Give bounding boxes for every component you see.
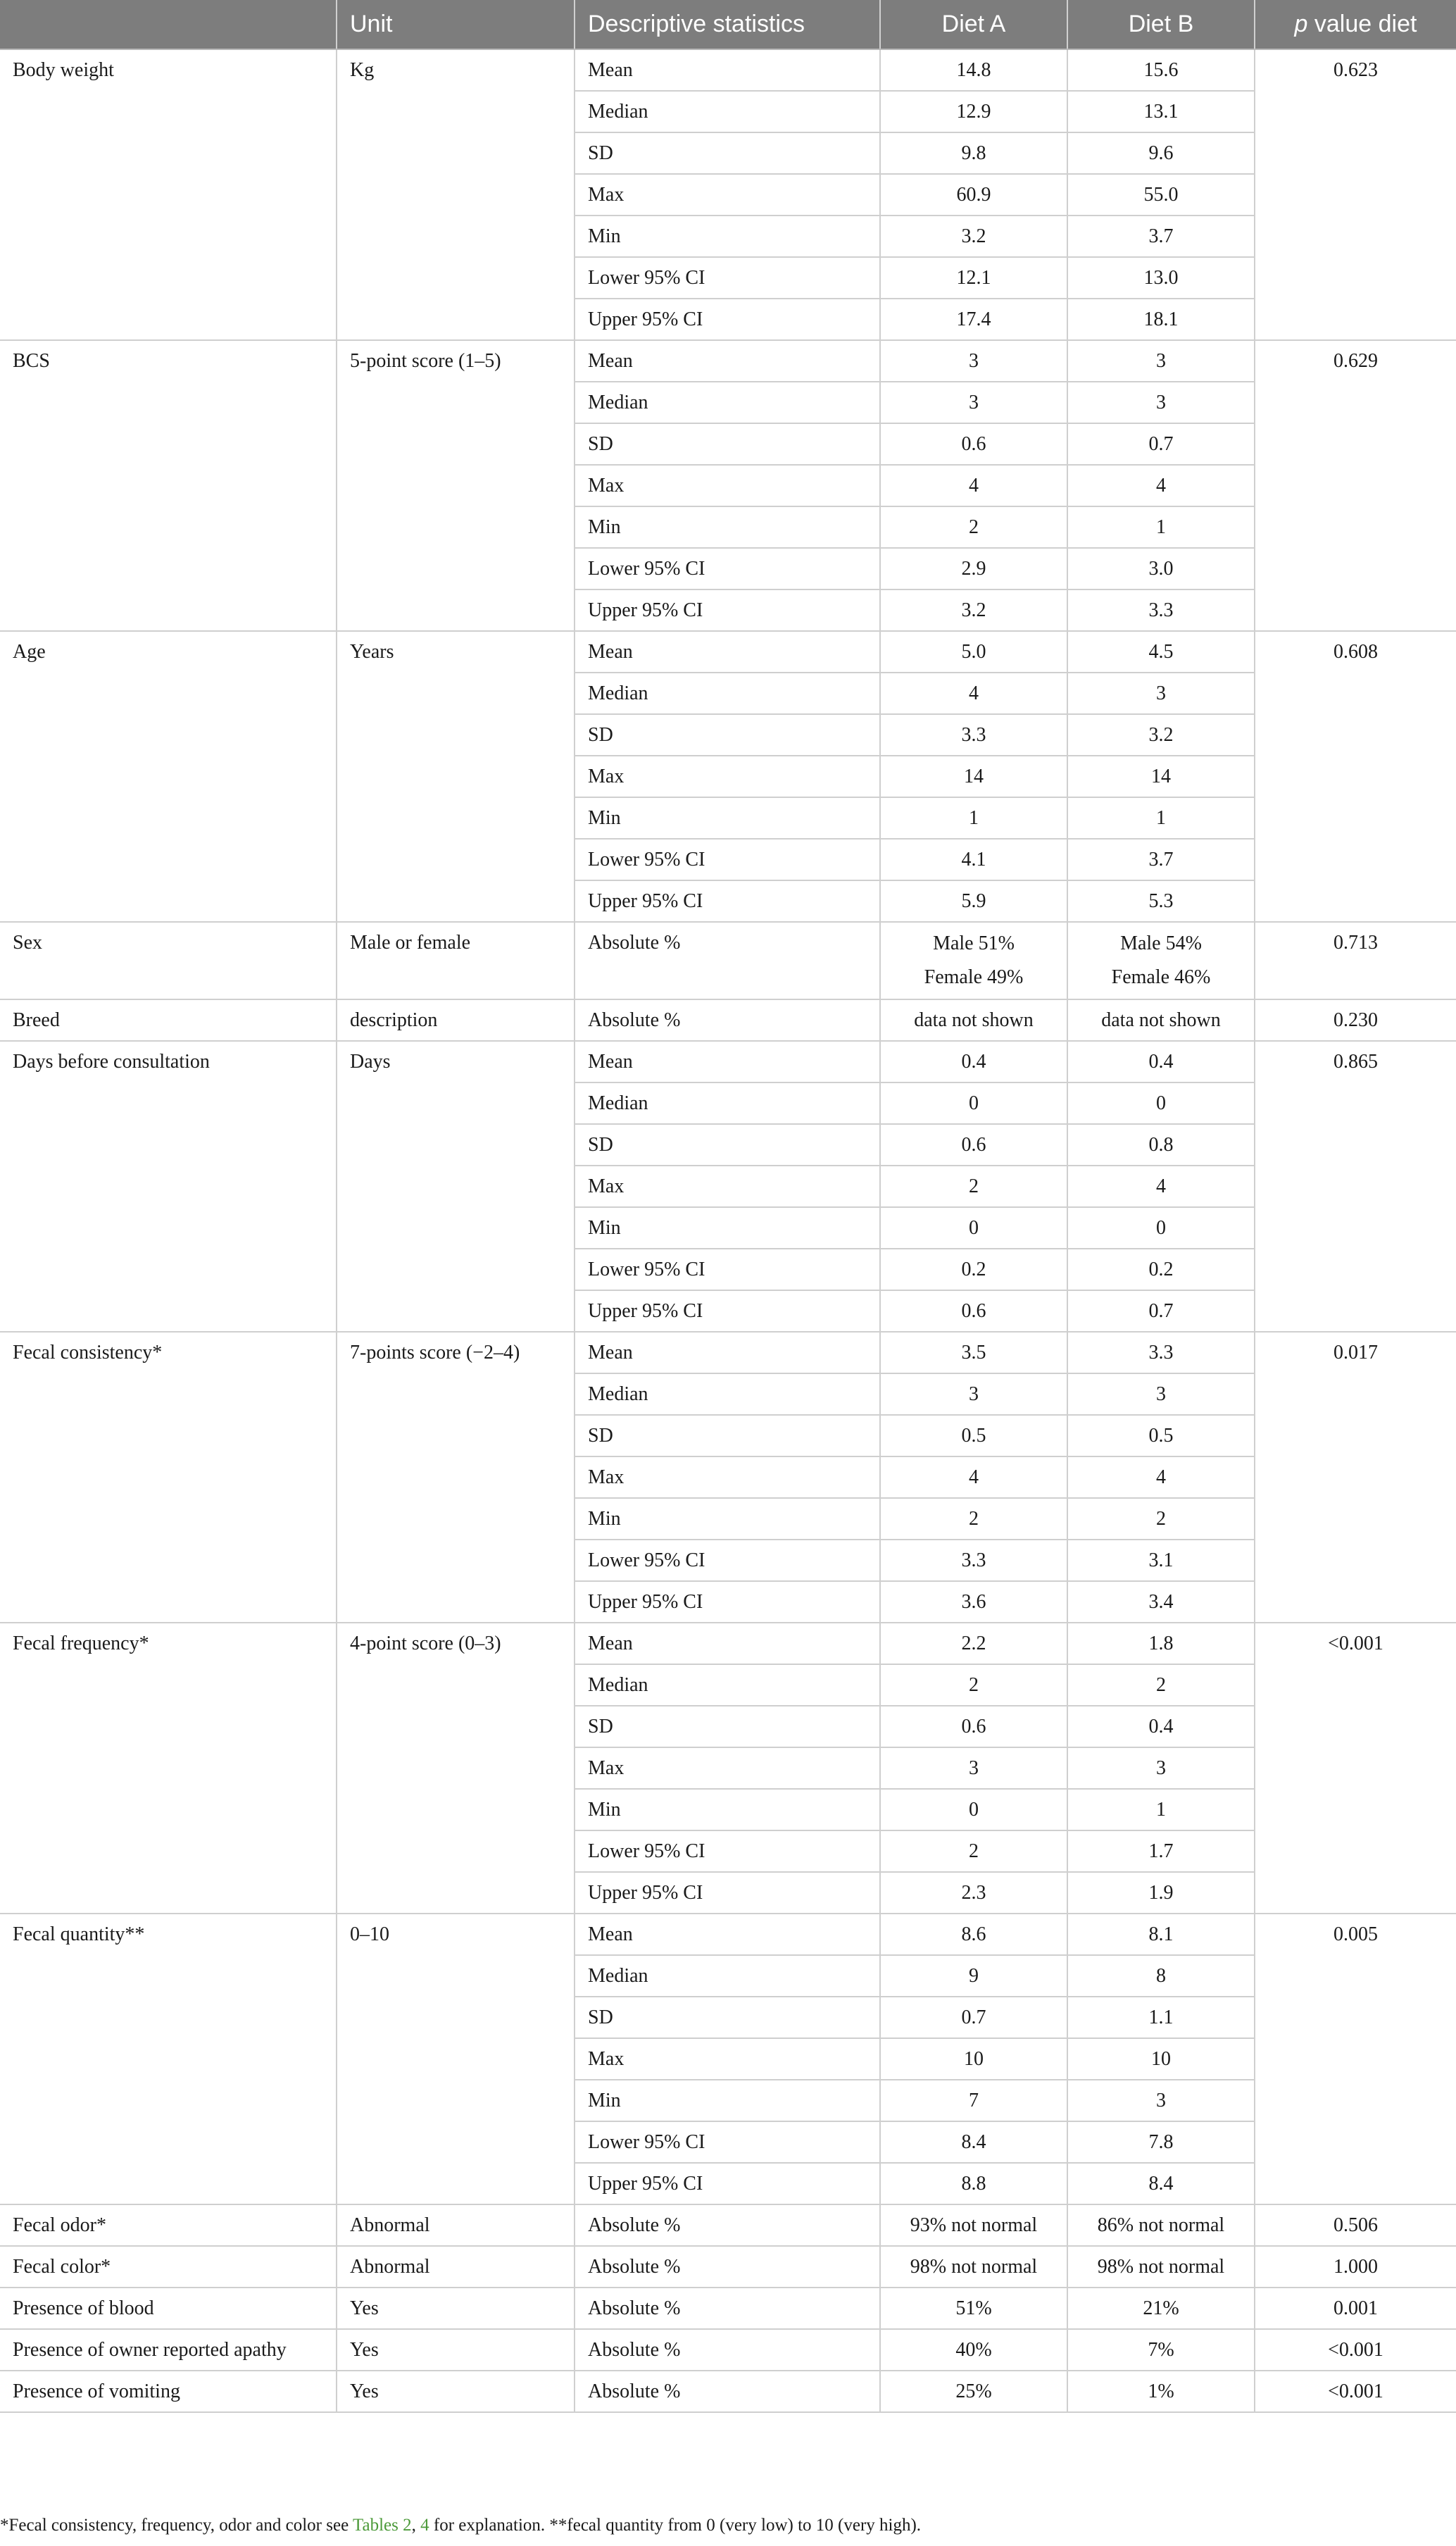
statistic-cell: Absolute % xyxy=(575,2246,880,2288)
statistic-cell: Absolute % xyxy=(575,922,880,999)
diet-b-cell: 0 xyxy=(1067,1207,1255,1249)
statistic-cell: Absolute % xyxy=(575,2288,880,2329)
diet-b-cell: 3 xyxy=(1067,340,1255,382)
p-value-cell: 1.000 xyxy=(1255,2246,1456,2288)
diet-a-cell: 3.5 xyxy=(880,1332,1067,1373)
diet-b-cell: 18.1 xyxy=(1067,299,1255,340)
diet-a-cell: 4.1 xyxy=(880,839,1067,880)
diet-a-cell: 8.6 xyxy=(880,1914,1067,1955)
diet-b-line-2: Female 46% xyxy=(1111,966,1211,988)
diet-b-cell: 3.2 xyxy=(1067,714,1255,756)
p-value-cell: 0.001 xyxy=(1255,2288,1456,2329)
header-p-italic: p xyxy=(1294,11,1308,37)
statistic-cell: Mean xyxy=(575,1041,880,1082)
parameter-cell: Presence of vomiting xyxy=(0,2371,337,2412)
diet-a-cell: 0.6 xyxy=(880,423,1067,465)
diet-b-line-1: Male 54% xyxy=(1120,932,1202,954)
diet-a-cell: 17.4 xyxy=(880,299,1067,340)
diet-a-cell: 2.3 xyxy=(880,1872,1067,1914)
diet-b-cell: 3.3 xyxy=(1067,589,1255,631)
statistic-cell: SD xyxy=(575,423,880,465)
diet-b-cell: 98% not normal xyxy=(1067,2246,1255,2288)
statistic-cell: SD xyxy=(575,1706,880,1747)
diet-b-cell: 0.2 xyxy=(1067,1249,1255,1290)
statistic-cell: Lower 95% CI xyxy=(575,839,880,880)
statistic-cell: Mean xyxy=(575,1914,880,1955)
diet-b-cell: 55.0 xyxy=(1067,174,1255,216)
diet-b-cell: 0.4 xyxy=(1067,1041,1255,1082)
statistic-cell: Median xyxy=(575,91,880,132)
diet-b-cell: 0 xyxy=(1067,1082,1255,1124)
diet-b-cell: 21% xyxy=(1067,2288,1255,2329)
parameter-cell: Presence of blood xyxy=(0,2288,337,2329)
statistic-cell: SD xyxy=(575,1124,880,1166)
statistic-cell: SD xyxy=(575,1997,880,2038)
table-row xyxy=(0,2288,1456,2329)
diet-b-cell: 3.3 xyxy=(1067,1332,1255,1373)
statistic-cell: Lower 95% CI xyxy=(575,1830,880,1872)
diet-a-cell: 9 xyxy=(880,1955,1067,1997)
statistic-cell: Absolute % xyxy=(575,2329,880,2371)
diet-a-cell: 8.8 xyxy=(880,2163,1067,2204)
diet-a-cell: 1 xyxy=(880,797,1067,839)
parameter-cell: BCS xyxy=(0,340,337,631)
statistic-cell: Upper 95% CI xyxy=(575,2163,880,2204)
diet-b-cell: 8.1 xyxy=(1067,1914,1255,1955)
diet-b-cell: 3.1 xyxy=(1067,1540,1255,1581)
parameter-cell: Breed xyxy=(0,999,337,1041)
diet-a-cell: 0.7 xyxy=(880,1997,1067,2038)
unit-cell: Yes xyxy=(337,2329,575,2371)
footnote-text-1: *Fecal consistency, frequency, odor and color see xyxy=(0,2516,353,2535)
diet-b-cell: 0.7 xyxy=(1067,423,1255,465)
diet-b-cell: 1.7 xyxy=(1067,1830,1255,1872)
diet-a-cell: 0 xyxy=(880,1082,1067,1124)
diet-a-cell: 3 xyxy=(880,1747,1067,1789)
statistic-cell: Lower 95% CI xyxy=(575,548,880,589)
unit-cell: 5-point score (1–5) xyxy=(337,340,575,631)
footnote-link-table-4[interactable]: 4 xyxy=(420,2516,429,2535)
statistic-cell: Upper 95% CI xyxy=(575,1872,880,1914)
diet-a-cell: 3 xyxy=(880,340,1067,382)
diet-a-cell: 98% not normal xyxy=(880,2246,1067,2288)
statistic-cell: Mean xyxy=(575,49,880,91)
diet-a-cell: 0.4 xyxy=(880,1041,1067,1082)
statistic-cell: Lower 95% CI xyxy=(575,2121,880,2163)
diet-b-cell: 1 xyxy=(1067,506,1255,548)
statistic-cell: Mean xyxy=(575,631,880,673)
header-diet-a: Diet A xyxy=(880,0,1067,49)
p-value-cell: 0.506 xyxy=(1255,2204,1456,2246)
p-value-cell: <0.001 xyxy=(1255,2329,1456,2371)
statistic-cell: Mean xyxy=(575,1623,880,1664)
diet-b-cell: 14 xyxy=(1067,756,1255,797)
unit-cell: Abnormal xyxy=(337,2204,575,2246)
parameter-cell: Sex xyxy=(0,922,337,999)
diet-a-cell: 60.9 xyxy=(880,174,1067,216)
diet-b-cell: data not shown xyxy=(1067,999,1255,1041)
diet-a-cell: 0.6 xyxy=(880,1706,1067,1747)
table-row xyxy=(0,1332,1456,1373)
table-row xyxy=(0,49,1456,91)
diet-b-cell: 0.5 xyxy=(1067,1415,1255,1456)
diet-b-cell: 0.8 xyxy=(1067,1124,1255,1166)
table-row xyxy=(0,1623,1456,1664)
diet-b-cell: 3 xyxy=(1067,1747,1255,1789)
statistic-cell: Mean xyxy=(575,340,880,382)
statistic-cell: Absolute % xyxy=(575,2371,880,2412)
table-row xyxy=(0,999,1456,1041)
diet-a-cell: 0 xyxy=(880,1789,1067,1830)
p-value-cell: 0.230 xyxy=(1255,999,1456,1041)
diet-b-cell: 1.9 xyxy=(1067,1872,1255,1914)
diet-b-cell: 4 xyxy=(1067,1166,1255,1207)
diet-a-cell xyxy=(880,922,1067,999)
statistic-cell: Max xyxy=(575,1747,880,1789)
diet-a-cell: 10 xyxy=(880,2038,1067,2080)
parameter-cell: Fecal color* xyxy=(0,2246,337,2288)
diet-a-cell: 2 xyxy=(880,1664,1067,1706)
table-row xyxy=(0,922,1456,999)
statistic-cell: Max xyxy=(575,174,880,216)
header-diet-b: Diet B xyxy=(1067,0,1255,49)
footnote-separator: , xyxy=(411,2516,421,2535)
diet-a-cell: 0.6 xyxy=(880,1124,1067,1166)
unit-cell: 4-point score (0–3) xyxy=(337,1623,575,1914)
diet-a-cell: 2 xyxy=(880,1498,1067,1540)
diet-b-cell: 4 xyxy=(1067,1456,1255,1498)
diet-a-cell: 0.5 xyxy=(880,1415,1067,1456)
p-value-cell: 0.865 xyxy=(1255,1041,1456,1332)
diet-b-cell: 9.6 xyxy=(1067,132,1255,174)
diet-a-cell: 40% xyxy=(880,2329,1067,2371)
unit-cell: description xyxy=(337,999,575,1041)
statistic-cell: Min xyxy=(575,216,880,257)
statistic-cell: Median xyxy=(575,1955,880,1997)
diet-b-cell: 0.4 xyxy=(1067,1706,1255,1747)
table-header xyxy=(0,0,1456,49)
unit-cell: 7-points score (−2–4) xyxy=(337,1332,575,1623)
diet-a-cell: 0.2 xyxy=(880,1249,1067,1290)
diet-a-line-1: Male 51% xyxy=(933,932,1015,954)
diet-a-cell: 5.9 xyxy=(880,880,1067,922)
diet-a-cell: data not shown xyxy=(880,999,1067,1041)
statistic-cell: SD xyxy=(575,714,880,756)
diet-b-cell: 5.3 xyxy=(1067,880,1255,922)
table-row xyxy=(0,2329,1456,2371)
diet-a-cell: 3 xyxy=(880,382,1067,423)
statistic-cell: Upper 95% CI xyxy=(575,880,880,922)
unit-cell: Yes xyxy=(337,2288,575,2329)
diet-a-cell: 3.6 xyxy=(880,1581,1067,1623)
p-value-cell: 0.608 xyxy=(1255,631,1456,922)
header-p-rest: value diet xyxy=(1307,11,1417,37)
diet-b-cell: 10 xyxy=(1067,2038,1255,2080)
diet-b-cell: 3.0 xyxy=(1067,548,1255,589)
parameter-cell: Days before consultation xyxy=(0,1041,337,1332)
unit-cell: 0–10 xyxy=(337,1914,575,2204)
table-row xyxy=(0,340,1456,382)
unit-cell: Male or female xyxy=(337,922,575,999)
header-p-value xyxy=(1255,0,1456,49)
statistic-cell: Min xyxy=(575,506,880,548)
diet-a-cell: 51% xyxy=(880,2288,1067,2329)
diet-b-cell: 1.8 xyxy=(1067,1623,1255,1664)
diet-a-cell: 8.4 xyxy=(880,2121,1067,2163)
unit-cell: Abnormal xyxy=(337,2246,575,2288)
p-value-cell: 0.623 xyxy=(1255,49,1456,340)
diet-a-cell: 12.9 xyxy=(880,91,1067,132)
diet-a-cell: 0.6 xyxy=(880,1290,1067,1332)
statistic-cell: SD xyxy=(575,1415,880,1456)
diet-b-cell: 1% xyxy=(1067,2371,1255,2412)
diet-a-cell: 2 xyxy=(880,1166,1067,1207)
parameter-cell: Fecal quantity** xyxy=(0,1914,337,2204)
diet-b-cell: 1 xyxy=(1067,1789,1255,1830)
diet-b-cell: 3.7 xyxy=(1067,216,1255,257)
statistic-cell: Max xyxy=(575,1456,880,1498)
p-value-cell: <0.001 xyxy=(1255,1623,1456,1914)
statistic-cell: Upper 95% CI xyxy=(575,1581,880,1623)
diet-a-cell: 14.8 xyxy=(880,49,1067,91)
statistic-cell: Max xyxy=(575,2038,880,2080)
diet-a-cell: 25% xyxy=(880,2371,1067,2412)
header-row xyxy=(0,0,1456,49)
diet-b-cell: 13.1 xyxy=(1067,91,1255,132)
diet-a-cell: 9.8 xyxy=(880,132,1067,174)
unit-cell: Days xyxy=(337,1041,575,1332)
diet-b-cell xyxy=(1067,922,1255,999)
unit-cell: Years xyxy=(337,631,575,922)
header-unit: Unit xyxy=(337,0,575,49)
diet-a-cell: 4 xyxy=(880,1456,1067,1498)
diet-a-cell: 3.3 xyxy=(880,714,1067,756)
p-value-cell: <0.001 xyxy=(1255,2371,1456,2412)
p-value-cell: 0.629 xyxy=(1255,340,1456,631)
diet-b-cell: 8 xyxy=(1067,1955,1255,1997)
footnote-link-tables-2[interactable]: Tables 2 xyxy=(352,2516,412,2535)
p-value-cell: 0.017 xyxy=(1255,1332,1456,1623)
p-value-cell: 0.713 xyxy=(1255,922,1456,999)
statistic-cell: Lower 95% CI xyxy=(575,257,880,299)
statistic-cell: Median xyxy=(575,382,880,423)
table-row xyxy=(0,2204,1456,2246)
diet-a-cell: 3 xyxy=(880,1373,1067,1415)
diet-b-cell: 2 xyxy=(1067,1498,1255,1540)
statistic-cell: Absolute % xyxy=(575,2204,880,2246)
diet-a-line-2: Female 49% xyxy=(924,966,1024,988)
statistic-cell: Median xyxy=(575,1082,880,1124)
diet-b-cell: 7% xyxy=(1067,2329,1255,2371)
parameter-cell: Presence of owner reported apathy xyxy=(0,2329,337,2371)
diet-a-cell: 2.9 xyxy=(880,548,1067,589)
parameter-cell: Fecal odor* xyxy=(0,2204,337,2246)
diet-a-cell: 2.2 xyxy=(880,1623,1067,1664)
p-value-cell: 0.005 xyxy=(1255,1914,1456,2204)
statistic-cell: Upper 95% CI xyxy=(575,589,880,631)
header-parameter xyxy=(0,0,337,49)
diet-b-cell: 3 xyxy=(1067,382,1255,423)
table-row xyxy=(0,2246,1456,2288)
table-row xyxy=(0,2371,1456,2412)
parameter-cell: Fecal consistency* xyxy=(0,1332,337,1623)
diet-a-cell: 5.0 xyxy=(880,631,1067,673)
statistic-cell: Median xyxy=(575,1373,880,1415)
parameter-cell: Age xyxy=(0,631,337,922)
statistic-cell: Median xyxy=(575,1664,880,1706)
diet-b-cell: 0.7 xyxy=(1067,1290,1255,1332)
diet-b-cell: 3 xyxy=(1067,2080,1255,2121)
statistic-cell: Mean xyxy=(575,1332,880,1373)
unit-cell: Yes xyxy=(337,2371,575,2412)
diet-b-cell: 2 xyxy=(1067,1664,1255,1706)
diet-a-cell: 3.3 xyxy=(880,1540,1067,1581)
header-descriptive-statistics: Descriptive statistics xyxy=(575,0,880,49)
statistic-cell: Min xyxy=(575,1789,880,1830)
diet-b-cell: 3.4 xyxy=(1067,1581,1255,1623)
diet-a-cell: 14 xyxy=(880,756,1067,797)
footnote-text-2: for explanation. **fecal quantity from 0 (very low) to 10 (very high). xyxy=(429,2516,922,2535)
statistic-cell: Max xyxy=(575,1166,880,1207)
table-body xyxy=(0,49,1456,2412)
diet-b-cell: 4 xyxy=(1067,465,1255,506)
statistic-cell: Upper 95% CI xyxy=(575,1290,880,1332)
table-row xyxy=(0,1914,1456,1955)
diet-b-cell: 13.0 xyxy=(1067,257,1255,299)
statistic-cell: Lower 95% CI xyxy=(575,1249,880,1290)
diet-a-cell: 93% not normal xyxy=(880,2204,1067,2246)
statistic-cell: Upper 95% CI xyxy=(575,299,880,340)
table-footnote xyxy=(0,2516,1456,2535)
statistic-cell: Min xyxy=(575,2080,880,2121)
diet-a-cell: 12.1 xyxy=(880,257,1067,299)
statistic-cell: Min xyxy=(575,1207,880,1249)
diet-a-cell: 4 xyxy=(880,673,1067,714)
statistic-cell: Median xyxy=(575,673,880,714)
diet-b-cell: 1 xyxy=(1067,797,1255,839)
diet-b-cell: 3 xyxy=(1067,673,1255,714)
diet-a-cell: 2 xyxy=(880,506,1067,548)
unit-cell: Kg xyxy=(337,49,575,340)
diet-b-cell: 1.1 xyxy=(1067,1997,1255,2038)
diet-a-cell: 3.2 xyxy=(880,589,1067,631)
diet-a-cell: 4 xyxy=(880,465,1067,506)
diet-b-cell: 7.8 xyxy=(1067,2121,1255,2163)
diet-a-cell: 0 xyxy=(880,1207,1067,1249)
diet-b-cell: 4.5 xyxy=(1067,631,1255,673)
diet-a-cell: 2 xyxy=(880,1830,1067,1872)
table-row xyxy=(0,631,1456,673)
statistic-cell: Min xyxy=(575,797,880,839)
diet-b-cell: 86% not normal xyxy=(1067,2204,1255,2246)
statistic-cell: Absolute % xyxy=(575,999,880,1041)
diet-a-cell: 3.2 xyxy=(880,216,1067,257)
statistic-cell: Lower 95% CI xyxy=(575,1540,880,1581)
statistic-cell: Min xyxy=(575,1498,880,1540)
statistic-cell: Max xyxy=(575,756,880,797)
parameter-cell: Fecal frequency* xyxy=(0,1623,337,1914)
diet-a-cell: 7 xyxy=(880,2080,1067,2121)
diet-b-cell: 3 xyxy=(1067,1373,1255,1415)
diet-b-cell: 15.6 xyxy=(1067,49,1255,91)
statistic-cell: SD xyxy=(575,132,880,174)
table-row xyxy=(0,1041,1456,1082)
diet-b-cell: 8.4 xyxy=(1067,2163,1255,2204)
diet-b-cell: 3.7 xyxy=(1067,839,1255,880)
statistic-cell: Max xyxy=(575,465,880,506)
parameter-cell: Body weight xyxy=(0,49,337,340)
